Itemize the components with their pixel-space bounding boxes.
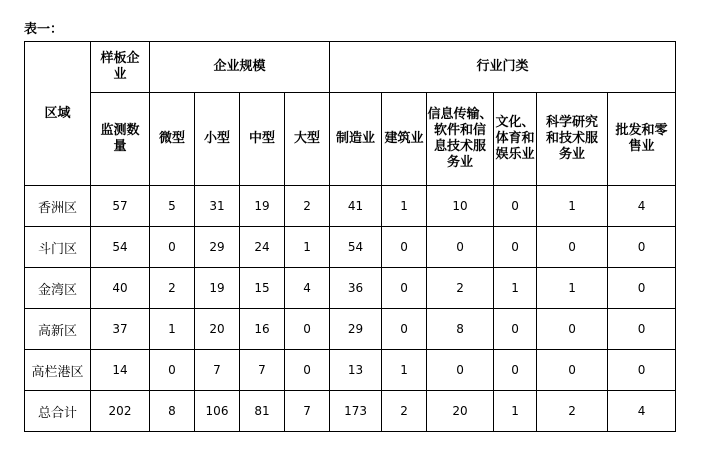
header-industry-category: 行业门类 xyxy=(330,42,676,93)
value-cell: 7 xyxy=(285,391,330,432)
value-cell: 1 xyxy=(537,186,608,227)
value-cell: 31 xyxy=(195,186,240,227)
header-industry-2-line-1: 软件和信 xyxy=(434,123,487,138)
value-cell: 19 xyxy=(240,186,285,227)
header-industry-1-line-0: 建筑业 xyxy=(384,131,424,146)
value-cell: 7 xyxy=(195,350,240,391)
header-industry-5-line-0: 批发和零 xyxy=(615,123,668,138)
value-cell: 0 xyxy=(382,309,427,350)
value-cell: 0 xyxy=(494,309,537,350)
header-sample-line1: 样板企 xyxy=(100,51,140,66)
value-cell: 57 xyxy=(91,186,150,227)
region-cell: 斗门区 xyxy=(25,227,91,268)
header-industry-4 xyxy=(537,93,608,186)
value-cell: 54 xyxy=(91,227,150,268)
value-cell: 0 xyxy=(494,350,537,391)
value-cell: 20 xyxy=(427,391,494,432)
value-cell: 0 xyxy=(382,227,427,268)
region-cell: 高新区 xyxy=(25,309,91,350)
value-cell: 19 xyxy=(195,268,240,309)
value-cell: 13 xyxy=(330,350,382,391)
value-cell: 1 xyxy=(382,186,427,227)
value-cell: 8 xyxy=(427,309,494,350)
value-cell: 41 xyxy=(330,186,382,227)
region-cell: 高栏港区 xyxy=(25,350,91,391)
value-cell: 54 xyxy=(330,227,382,268)
header-industry-5-line-1: 售业 xyxy=(628,139,655,154)
enterprise-statistics-table xyxy=(24,41,676,432)
value-cell: 0 xyxy=(285,350,330,391)
header-sample-enterprise xyxy=(91,42,150,93)
value-cell: 173 xyxy=(330,391,382,432)
value-cell: 16 xyxy=(240,309,285,350)
header-scale-1: 小型 xyxy=(195,93,240,186)
region-cell: 香洲区 xyxy=(25,186,91,227)
value-cell: 1 xyxy=(382,350,427,391)
value-cell: 0 xyxy=(150,227,195,268)
value-cell: 2 xyxy=(537,391,608,432)
value-cell: 24 xyxy=(240,227,285,268)
table-row xyxy=(25,227,676,268)
value-cell: 36 xyxy=(330,268,382,309)
value-cell: 40 xyxy=(91,268,150,309)
header-industry-3-line-0: 文化、 xyxy=(495,115,535,130)
table-body xyxy=(25,42,676,432)
value-cell: 37 xyxy=(91,309,150,350)
value-cell: 0 xyxy=(150,350,195,391)
value-cell: 20 xyxy=(195,309,240,350)
value-cell: 0 xyxy=(608,350,676,391)
value-cell: 1 xyxy=(285,227,330,268)
value-cell: 15 xyxy=(240,268,285,309)
region-cell: 金湾区 xyxy=(25,268,91,309)
header-row-2 xyxy=(25,93,676,186)
table-row xyxy=(25,391,676,432)
value-cell: 106 xyxy=(195,391,240,432)
value-cell: 14 xyxy=(91,350,150,391)
header-industry-3 xyxy=(494,93,537,186)
header-scale-3: 大型 xyxy=(285,93,330,186)
value-cell: 4 xyxy=(608,391,676,432)
header-industry-0-line-0: 制造业 xyxy=(336,131,376,146)
header-industry-5 xyxy=(608,93,676,186)
header-industry-3-line-2: 娱乐业 xyxy=(495,147,535,162)
header-industry-2-line-2: 息技术服 xyxy=(434,139,487,154)
value-cell: 1 xyxy=(494,268,537,309)
header-sample-line2: 业 xyxy=(113,67,127,82)
value-cell: 0 xyxy=(608,227,676,268)
value-cell: 2 xyxy=(382,391,427,432)
value-cell: 1 xyxy=(537,268,608,309)
header-industry-4-line-2: 务业 xyxy=(559,147,586,162)
value-cell: 0 xyxy=(494,186,537,227)
value-cell: 29 xyxy=(330,309,382,350)
value-cell: 5 xyxy=(150,186,195,227)
value-cell: 2 xyxy=(285,186,330,227)
header-enterprise-scale: 企业规模 xyxy=(150,42,330,93)
header-industry-0 xyxy=(330,93,382,186)
header-row-1 xyxy=(25,42,676,93)
header-industry-1 xyxy=(382,93,427,186)
table-caption: 表一： xyxy=(24,22,64,37)
header-scale-2: 中型 xyxy=(240,93,285,186)
value-cell: 202 xyxy=(91,391,150,432)
value-cell: 0 xyxy=(382,268,427,309)
region-cell: 总合计 xyxy=(25,391,91,432)
value-cell: 2 xyxy=(150,268,195,309)
header-region: 区域 xyxy=(25,42,91,186)
header-industry-2 xyxy=(427,93,494,186)
table-row xyxy=(25,186,676,227)
value-cell: 29 xyxy=(195,227,240,268)
value-cell: 1 xyxy=(150,309,195,350)
header-industry-4-line-0: 科学研究 xyxy=(546,115,599,130)
header-industry-3-line-1: 体育和 xyxy=(495,131,535,146)
header-industry-2-line-3: 务业 xyxy=(447,155,474,170)
value-cell: 0 xyxy=(608,268,676,309)
table-row xyxy=(25,268,676,309)
value-cell: 0 xyxy=(537,309,608,350)
value-cell: 1 xyxy=(494,391,537,432)
value-cell: 10 xyxy=(427,186,494,227)
header-monitor-line2: 量 xyxy=(113,139,127,154)
value-cell: 4 xyxy=(285,268,330,309)
value-cell: 0 xyxy=(537,350,608,391)
value-cell: 81 xyxy=(240,391,285,432)
value-cell: 7 xyxy=(240,350,285,391)
table-row xyxy=(25,350,676,391)
header-industry-2-line-0: 信息传输、 xyxy=(427,107,493,122)
value-cell: 0 xyxy=(608,309,676,350)
value-cell: 8 xyxy=(150,391,195,432)
value-cell: 0 xyxy=(537,227,608,268)
header-scale-0: 微型 xyxy=(150,93,195,186)
value-cell: 0 xyxy=(494,227,537,268)
header-monitor-line1: 监测数 xyxy=(100,123,140,138)
value-cell: 0 xyxy=(285,309,330,350)
value-cell: 4 xyxy=(608,186,676,227)
value-cell: 0 xyxy=(427,227,494,268)
table-row xyxy=(25,309,676,350)
value-cell: 2 xyxy=(427,268,494,309)
value-cell: 0 xyxy=(427,350,494,391)
header-monitor-count xyxy=(91,93,150,186)
header-industry-4-line-1: 和技术服 xyxy=(546,131,599,146)
